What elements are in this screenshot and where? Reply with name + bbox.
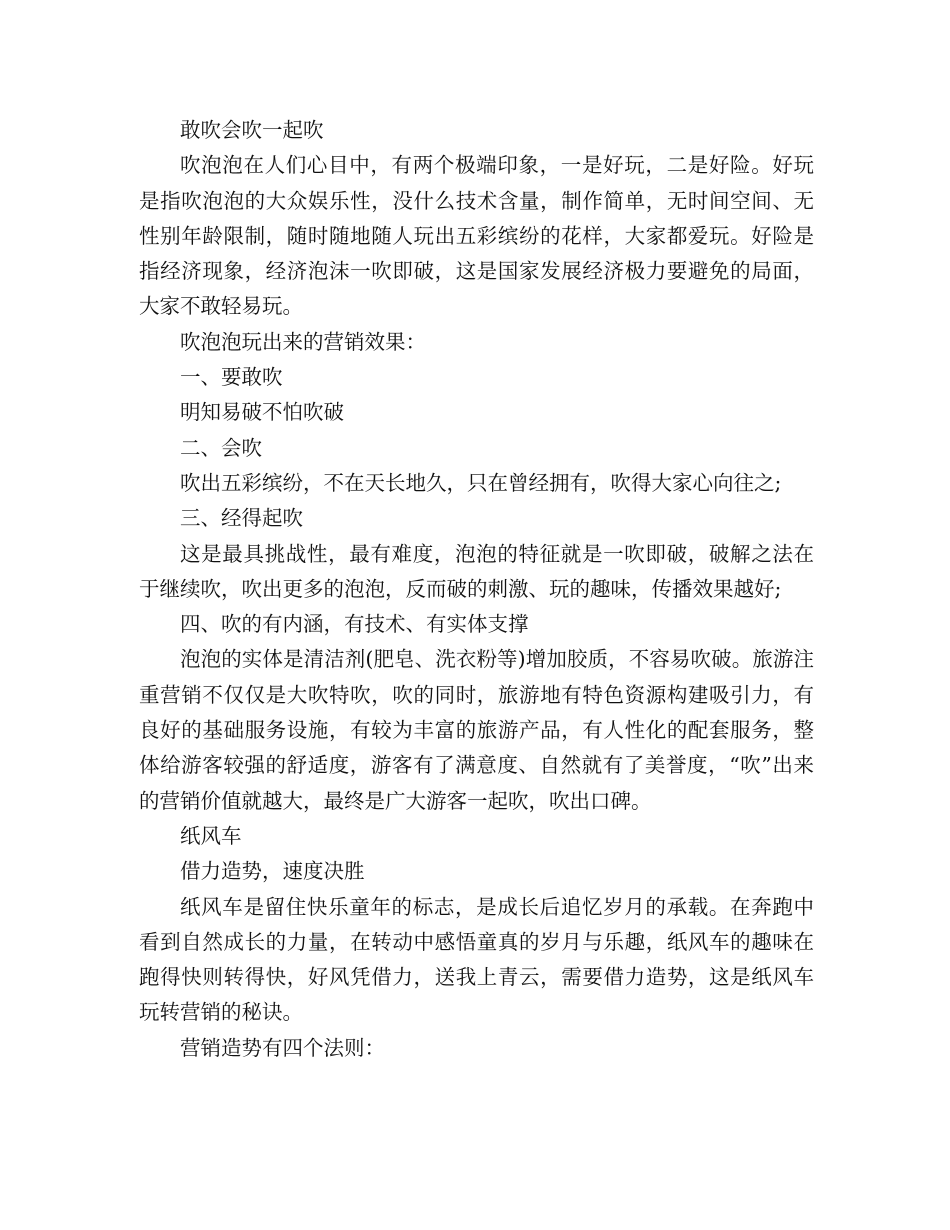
- list-heading-2: 二、会吹: [180, 435, 262, 460]
- list-text-2: 吹出五彩缤纷，不在天长地久，只在曾经拥有，吹得大家心向往之;: [180, 470, 782, 495]
- section-heading-bubbles: 敢吹会吹一起吹: [180, 118, 324, 142]
- body-paragraph-rules-intro: 营销造势有四个法则：: [180, 1035, 385, 1060]
- body-paragraph-bubbles-intro: 吹泡泡在人们心目中，有两个极端印象，一是好玩，二是好险。好玩是指吹泡泡的大众娱乐性，没什么技术含量，制作简单，无时间空间、无性别年龄限制，随时随地随人玩出五彩缤纷的花样，大家都爱玩。好险是指经济现象，经济泡沫一吹即破，这是国家发展经济极力要避免的局面，大家不敢轻易玩。: [139, 153, 814, 319]
- subheading-pinwheel: 借力造势，速度决胜: [180, 859, 365, 884]
- list-heading-1: 一、要敢吹: [180, 365, 283, 390]
- list-heading-4: 四、吹的有内涵，有技术、有实体支撑: [180, 612, 529, 637]
- list-heading-3: 三、经得起吹: [180, 506, 303, 531]
- body-paragraph-pinwheel: 纸风车是留住快乐童年的标志，是成长后追忆岁月的承载。在奔跑中看到自然成长的力量，在转动中感悟童真的岁月与乐趣，纸风车的趣味在跑得快则转得快，好风凭借力，送我上青云，需要借力造势，这是纸风车玩转营销的秘诀。: [139, 894, 814, 1025]
- list-text-3: 这是最具挑战性，最有难度，泡泡的特征就是一吹即破，破解之法在于继续吹，吹出更多的泡泡，反而破的刺激、玩的趣味，传播效果越好;: [139, 541, 814, 601]
- list-text-1: 明知易破不怕吹破: [180, 400, 344, 425]
- section-heading-pinwheel: 纸风车: [180, 823, 242, 848]
- list-text-4: 泡泡的实体是清洁剂(肥皂、洗衣粉等)增加胶质，不容易吹破。旅游注重营销不仅仅是大吹特吹，吹的同时，旅游地有特色资源构建吸引力，有良好的基础服务设施，有较为丰富的旅游产品，有人性化的配套服务，整体给游客较强的舒适度，游客有了满意度、自然就有了美誉度，“吹”出来的营销价值就越大，最终是广大游客一起吹，吹出口碑。: [139, 647, 814, 813]
- body-paragraph-bubbles-effect: 吹泡泡玩出来的营销效果：: [180, 329, 426, 354]
